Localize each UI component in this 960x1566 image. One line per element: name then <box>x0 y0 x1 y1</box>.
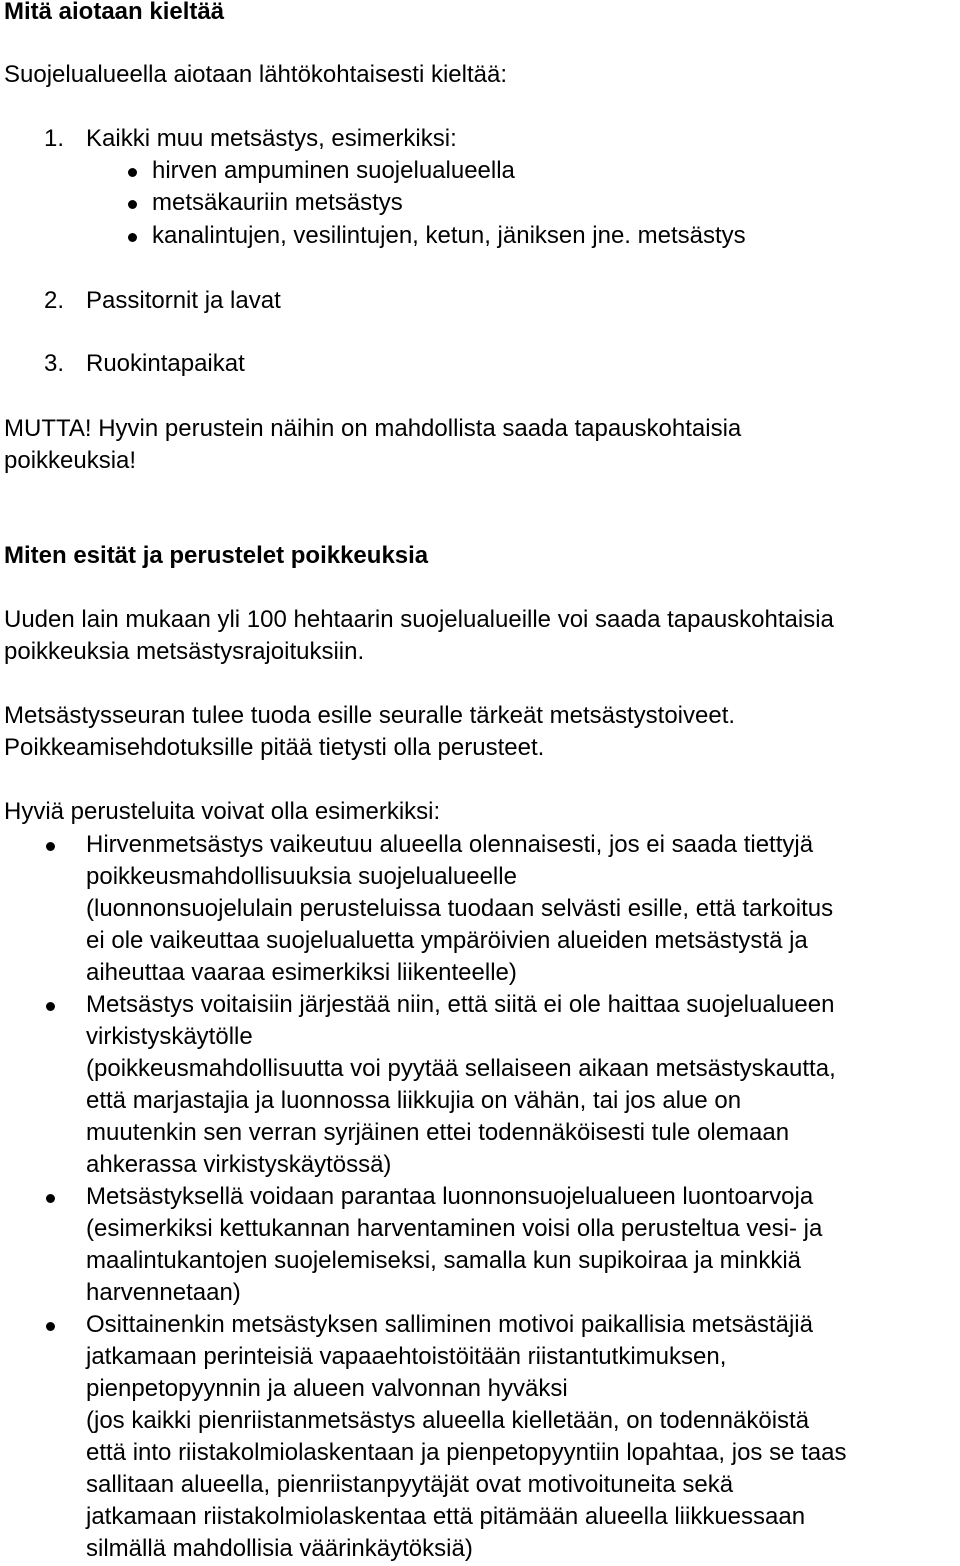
paragraph-line: Uuden lain mukaan yli 100 hehtaarin suojelualueille voi saada tapauskohtaisia <box>4 606 834 633</box>
bullet-text-line: aiheuttaa vaaraa esimerkiksi liikenteelle) <box>86 959 517 986</box>
bullet-text-line: Hirvenmetsästys vaikeutuu alueella olennaisesti, jos ei saada tiettyjä <box>86 831 814 858</box>
bullet-text-line: että marjastajia ja luonnossa liikkujia on vähän, tai jos alue on <box>86 1087 742 1114</box>
bullet-text-line: Osittainenkin metsästyksen salliminen motivoi paikallisia metsästäjiä <box>86 1311 813 1338</box>
bullet-text-line: pienpetopyynnin ja alueen valvonnan hyväksi <box>86 1375 568 1402</box>
bullet-text-line: poikkeusmahdollisuuksia suojelualueelle <box>86 863 517 890</box>
intro-text: Suojelualueella aiotaan lähtökohtaisesti kieltää: <box>4 61 508 88</box>
list-item: Passitornit ja lavat <box>86 287 281 314</box>
bullet-text-line: Metsästyksellä voidaan parantaa luonnonsuojelualueen luontoarvoja <box>86 1183 814 1210</box>
bullet-icon <box>46 842 55 851</box>
bullet-text-line: maalintukantojen suojelemiseksi, samalla kun supikoiraa ja minkkiä <box>86 1247 802 1274</box>
list-number: 2. <box>44 287 65 314</box>
bullet-icon <box>46 1322 55 1331</box>
bullet-text-line: harvennetaan) <box>86 1279 241 1306</box>
section-heading: Mitä aiotaan kieltää <box>4 0 225 25</box>
list-number: 1. <box>44 125 65 152</box>
bullet-icon <box>128 233 137 242</box>
sub-list-item: metsäkauriin metsästys <box>152 189 403 216</box>
paragraph-line: poikkeuksia metsästysrajoituksiin. <box>4 638 365 665</box>
bullet-text-line: (jos kaikki pienriistanmetsästys alueella kielletään, on todennäköistä <box>86 1407 810 1434</box>
bullet-text-line: silmällä mahdollisia väärinkäytöksiä) <box>86 1535 473 1562</box>
bullet-text-line: jatkamaan perinteisiä vapaaehtoistöitään riistantutkimuksen, <box>86 1343 727 1370</box>
bullet-text-line: jatkamaan riistakolmiolaskentaa että pitämään alueella liikkuessaan <box>86 1503 806 1530</box>
paragraph-line: Metsästysseuran tulee tuoda esille seuralle tärkeät metsästystoiveet. <box>4 702 736 729</box>
bullet-text-line: (luonnonsuojelulain perusteluissa tuodaan selvästi esille, että tarkoitus <box>86 895 834 922</box>
bullet-icon <box>46 1194 55 1203</box>
bullet-text-line: Metsästys voitaisiin järjestää niin, että siitä ei ole haittaa suojelualueen <box>86 991 835 1018</box>
note-text: MUTTA! Hyvin perustein näihin on mahdollista saada tapauskohtaisia <box>4 415 742 442</box>
examples-intro: Hyviä perusteluita voivat olla esimerkiksi: <box>4 798 441 825</box>
bullet-text-line: (poikkeusmahdollisuutta voi pyytää sellaiseen aikaan metsästyskautta, <box>86 1055 836 1082</box>
bullet-icon <box>128 168 137 177</box>
section-heading: Miten esität ja perustelet poikkeuksia <box>4 542 429 569</box>
bullet-text-line: että into riistakolmiolaskentaan ja pienpetopyyntiin lopahtaa, jos se taas <box>86 1439 847 1466</box>
bullet-text-line: muutenkin sen verran syrjäinen ettei todennäköisesti tule olemaan <box>86 1119 790 1146</box>
bullet-text-line: virkistyskäytölle <box>86 1023 253 1050</box>
list-item: Kaikki muu metsästys, esimerkiksi: <box>86 125 457 152</box>
paragraph-line: Poikkeamisehdotuksille pitää tietysti olla perusteet. <box>4 734 545 761</box>
bullet-text-line: ahkerassa virkistyskäytössä) <box>86 1151 392 1178</box>
sub-list-item: kanalintujen, vesilintujen, ketun, jäniksen jne. metsästys <box>152 222 746 249</box>
sub-list-item: hirven ampuminen suojelualueella <box>152 157 515 184</box>
bullet-text-line: ei ole vaikeuttaa suojelualuetta ympäröivien alueiden metsästystä ja <box>86 927 808 954</box>
bullet-text-line: sallitaan alueella, pienriistanpyytäjät ovat motivoituneita sekä <box>86 1471 734 1498</box>
list-number: 3. <box>44 350 65 377</box>
note-text: poikkeuksia! <box>4 447 137 474</box>
bullet-text-line: (esimerkiksi kettukannan harventaminen voisi olla perusteltua vesi- ja <box>86 1215 823 1242</box>
list-item: Ruokintapaikat <box>86 350 245 377</box>
bullet-icon <box>46 1002 55 1011</box>
bullet-icon <box>128 200 137 209</box>
